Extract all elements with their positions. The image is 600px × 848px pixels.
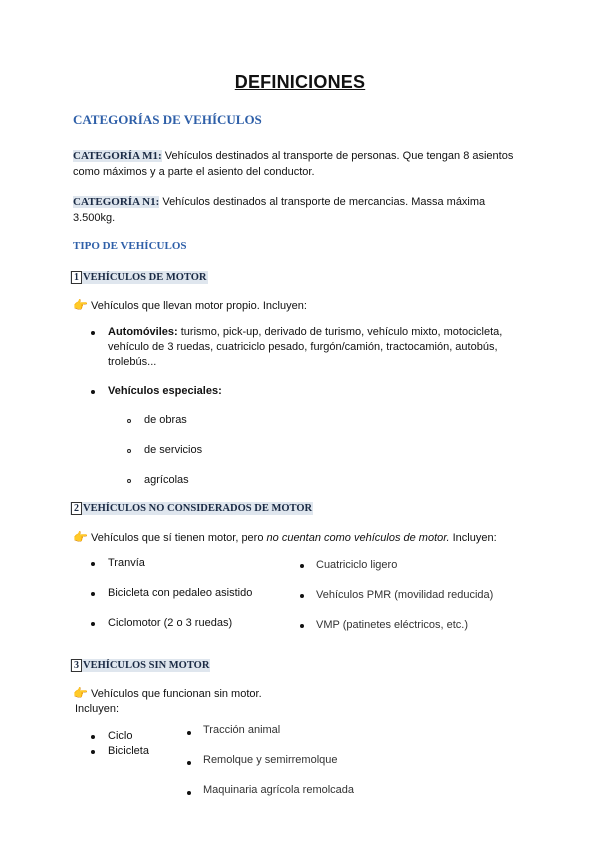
bullet-icon <box>91 390 95 394</box>
section2-left-item: Bicicleta con pedaleo asistido <box>108 587 253 599</box>
bullet-icon <box>91 592 95 596</box>
bullet-icon <box>300 564 304 568</box>
section3-incluyen: Incluyen: <box>75 703 120 715</box>
bullet-icon <box>187 791 191 795</box>
section2-left-item: Ciclomotor (2 o 3 ruedas) <box>108 617 233 629</box>
section1-heading <box>70 271 208 284</box>
section2-right-item: VMP (patinetes eléctricos, etc.) <box>316 619 469 631</box>
n1-label: CATEGORÍA N1: <box>73 196 160 208</box>
section1-number: 1 <box>71 271 82 284</box>
section1-title: VEHÍCULOS DE MOTOR <box>83 272 207 283</box>
section2-intro <box>73 530 497 546</box>
section3-title: VEHÍCULOS SIN MOTOR <box>83 660 210 671</box>
section2-right-item: Cuatriciclo ligero <box>316 559 398 571</box>
n1-paragraph <box>73 194 533 226</box>
automoviles-label: Automóviles: <box>108 326 178 338</box>
section2-number: 2 <box>71 502 82 515</box>
section1-intro <box>73 298 307 314</box>
automoviles-item <box>108 325 528 370</box>
circle-bullet-icon <box>127 479 131 483</box>
automoviles-text-3: trolebús... <box>108 356 157 368</box>
pointing-hand-icon: 👉 <box>73 686 88 700</box>
section2-right-item: Vehículos PMR (movilidad reducida) <box>316 589 494 601</box>
n1-text-2: 3.500kg. <box>73 212 116 224</box>
section3-right-item: Maquinaria agrícola remolcada <box>203 784 355 796</box>
bullet-icon <box>300 624 304 628</box>
m1-text-1: Vehículos destinados al transporte de personas. Que tengan 8 asientos <box>161 150 514 162</box>
tipo-heading: TIPO DE VEHÍCULOS <box>73 240 187 252</box>
bullet-icon <box>91 750 95 754</box>
section2-title: VEHÍCULOS NO CONSIDERADOS DE MOTOR <box>83 503 313 514</box>
section3-heading <box>70 659 210 672</box>
circle-bullet-icon <box>127 419 131 423</box>
m1-text-2: como máximos y a parte el asiento del conductor. <box>73 166 315 178</box>
section2-intro-a: Vehículos que sí tienen motor, pero <box>91 532 267 544</box>
bullet-icon <box>91 735 95 739</box>
especial-item: de servicios <box>144 444 203 456</box>
especiales-label: Vehículos especiales: <box>108 385 222 397</box>
section3-right-item: Tracción animal <box>203 724 281 736</box>
section3-number: 3 <box>71 659 82 672</box>
section3-intro <box>73 686 262 702</box>
bullet-icon <box>187 731 191 735</box>
section2-heading <box>70 502 313 515</box>
pointing-hand-icon: 👉 <box>73 530 88 544</box>
section3-right-item: Remolque y semirremolque <box>203 754 338 766</box>
automoviles-text-2: vehículo de 3 ruedas, cuatriciclo pesado, furgón/camión, tractocamión, autobús, <box>108 341 498 353</box>
section2-left-item: Tranvía <box>108 557 145 569</box>
n1-text-1: Vehículos destinados al transporte de mercancias. Massa máxima <box>159 196 486 208</box>
section1-intro-text: Vehículos que llevan motor propio. Incluyen: <box>91 300 307 312</box>
pointing-hand-icon: 👉 <box>73 298 88 312</box>
especial-item: de obras <box>144 414 187 426</box>
section2-intro-c: Incluyen: <box>449 532 497 544</box>
bullet-icon <box>91 622 95 626</box>
especial-item: agrícolas <box>144 474 189 486</box>
bullet-icon <box>91 331 95 335</box>
section2-intro-b: no cuentan como vehículos de motor. <box>266 532 450 544</box>
automoviles-text-1: turismo, pick-up, derivado de turismo, vehículo mixto, motocicleta, <box>177 326 503 338</box>
bullet-icon <box>187 761 191 765</box>
bullet-icon <box>91 562 95 566</box>
m1-label: CATEGORÍA M1: <box>73 150 162 162</box>
especiales-item <box>108 384 222 399</box>
page-title: DEFINICIONES <box>234 72 366 92</box>
section3-left-item: Bicicleta <box>108 745 149 757</box>
circle-bullet-icon <box>127 449 131 453</box>
m1-paragraph <box>73 148 533 180</box>
bullet-icon <box>300 594 304 598</box>
section3-left-item: Ciclo <box>108 730 133 742</box>
categorias-heading: CATEGORÍAS DE VEHÍCULOS <box>73 112 262 127</box>
section3-intro-text: Vehículos que funcionan sin motor. <box>91 688 262 700</box>
